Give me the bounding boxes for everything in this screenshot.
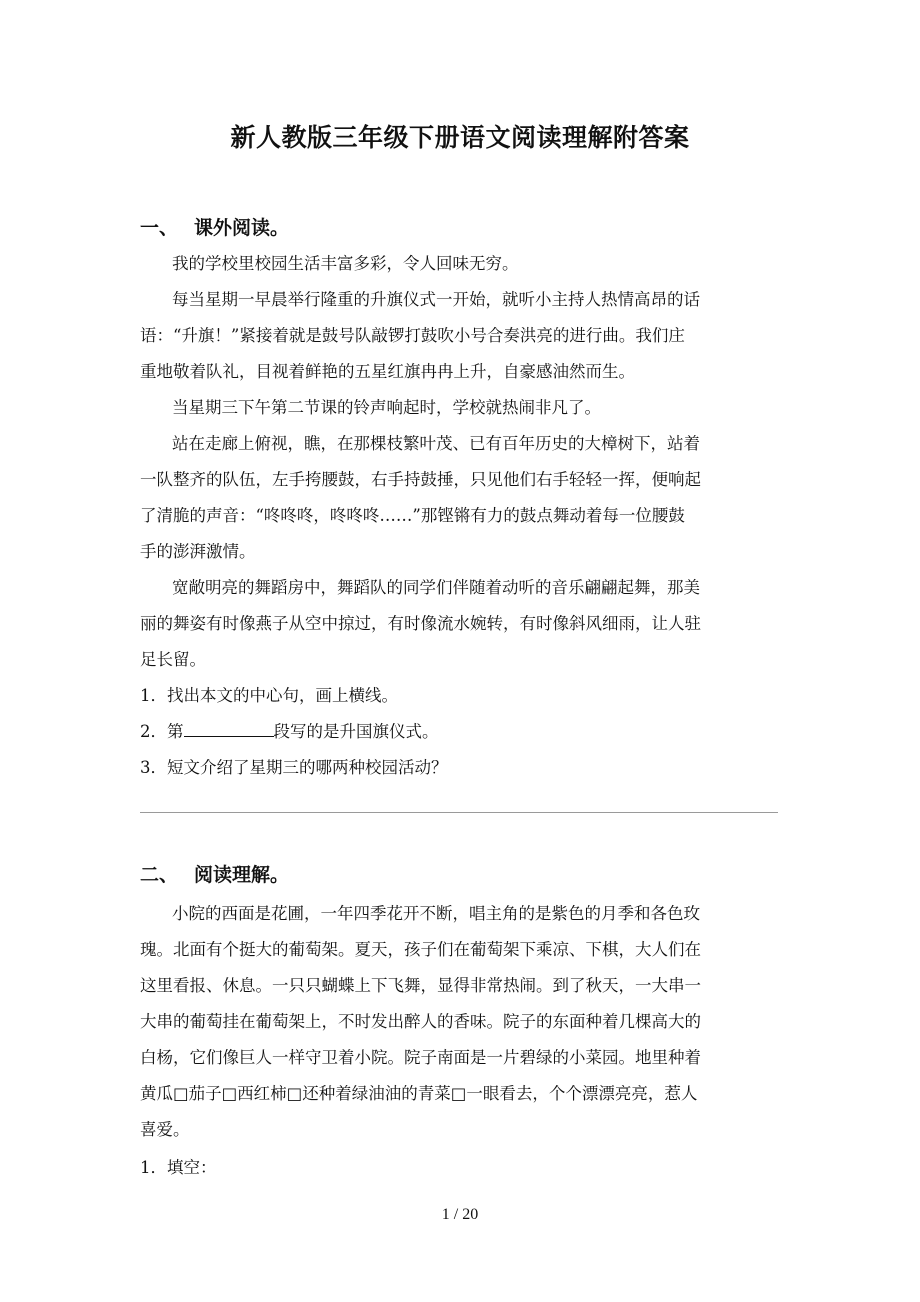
section1-title: 课外阅读。 (194, 217, 290, 239)
question-2-prefix: 2．第 (140, 722, 184, 741)
passage1-line: 我的学校里校园生活丰富多彩，令人回味无穷。 (172, 254, 519, 273)
passage2-line: 大串的葡萄挂在葡萄架上，不时发出醉人的香味。院子的东面种着几棵高大的 (140, 1012, 701, 1031)
passage1-line: 一队整齐的队伍，左手挎腰鼓，右手持鼓捶，只见他们右手轻轻一挥，便响起 (140, 470, 701, 489)
passage1-line: 宽敞明亮的舞蹈房中，舞蹈队的同学们伴随着动听的音乐翩翩起舞，那美 (172, 578, 700, 597)
passage1-line: 重地敬着队礼，目视着鲜艳的五星红旗冉冉上升，自豪感油然而生。 (140, 362, 635, 381)
passage1-line: 每当星期一早晨举行隆重的升旗仪式一开始，就听小主持人热情高昂的话 (172, 290, 700, 309)
passage2-line: 白杨，它们像巨人一样守卫着小院。院子南面是一片碧绿的小菜园。地里种着 (140, 1048, 701, 1067)
question-2-suffix: 段写的是升国旗仪式。 (273, 722, 439, 741)
section2-title: 阅读理解。 (194, 864, 290, 886)
question-1: 1．找出本文的中心句，画上横线。 (140, 686, 398, 705)
passage2-line: 瑰。北面有个挺大的葡萄架。夏天，孩子们在葡萄架下乘凉、下棋，大人们在 (140, 940, 701, 959)
passage2-line: 这里看报、休息。一只只蝴蝶上下飞舞，显得非常热闹。到了秋天，一大串一 (140, 976, 701, 995)
passage1-line: 足长留。 (140, 650, 206, 669)
passage1-line: 站在走廊上俯视，瞧，在那棵枝繁叶茂、已有百年历史的大樟树下，站着 (172, 434, 700, 453)
answer-line-divider (140, 812, 778, 813)
question-3: 3．短文介绍了星期三的哪两种校园活动？ (140, 758, 448, 777)
section2-heading (140, 860, 289, 887)
passage1-line: 丽的舞姿有时像燕子从空中掠过，有时像流水婉转，有时像斜风细雨，让人驻 (140, 614, 701, 633)
passage2-line: 小院的西面是花圃，一年四季花开不断，唱主角的是紫色的月季和各色玫 (172, 904, 700, 923)
section1-heading (140, 213, 289, 240)
passage1-line: 语：“升旗！”紧接着就是鼓号队敲锣打鼓吹小号合奏洪亮的进行曲。我们庄 (140, 326, 685, 345)
passage1-line: 了清脆的声音：“咚咚咚，咚咚咚……”那铿锵有力的鼓点舞动着每一位腰鼓 (140, 506, 685, 525)
question-2 (140, 720, 780, 744)
section1-number: 一、 (140, 217, 179, 239)
answer-blank[interactable] (184, 720, 274, 737)
passage1-line: 当星期三下午第二节课的铃声响起时，学校就热闹非凡了。 (172, 398, 601, 417)
section2-question-1: 1．填空： (140, 1158, 217, 1177)
section2-number: 二、 (140, 864, 179, 886)
passage1-line: 手的澎湃激情。 (140, 542, 256, 561)
page-number: 1 / 20 (441, 1206, 479, 1223)
passage2-line: 黄瓜□茄子□西红柿□还种着绿油油的青菜□一眼看去，个个漂漂亮亮，惹人 (140, 1084, 698, 1103)
document-title: 新人教版三年级下册语文阅读理解附答案 (230, 123, 690, 152)
passage2-line: 喜爱。 (140, 1120, 190, 1139)
